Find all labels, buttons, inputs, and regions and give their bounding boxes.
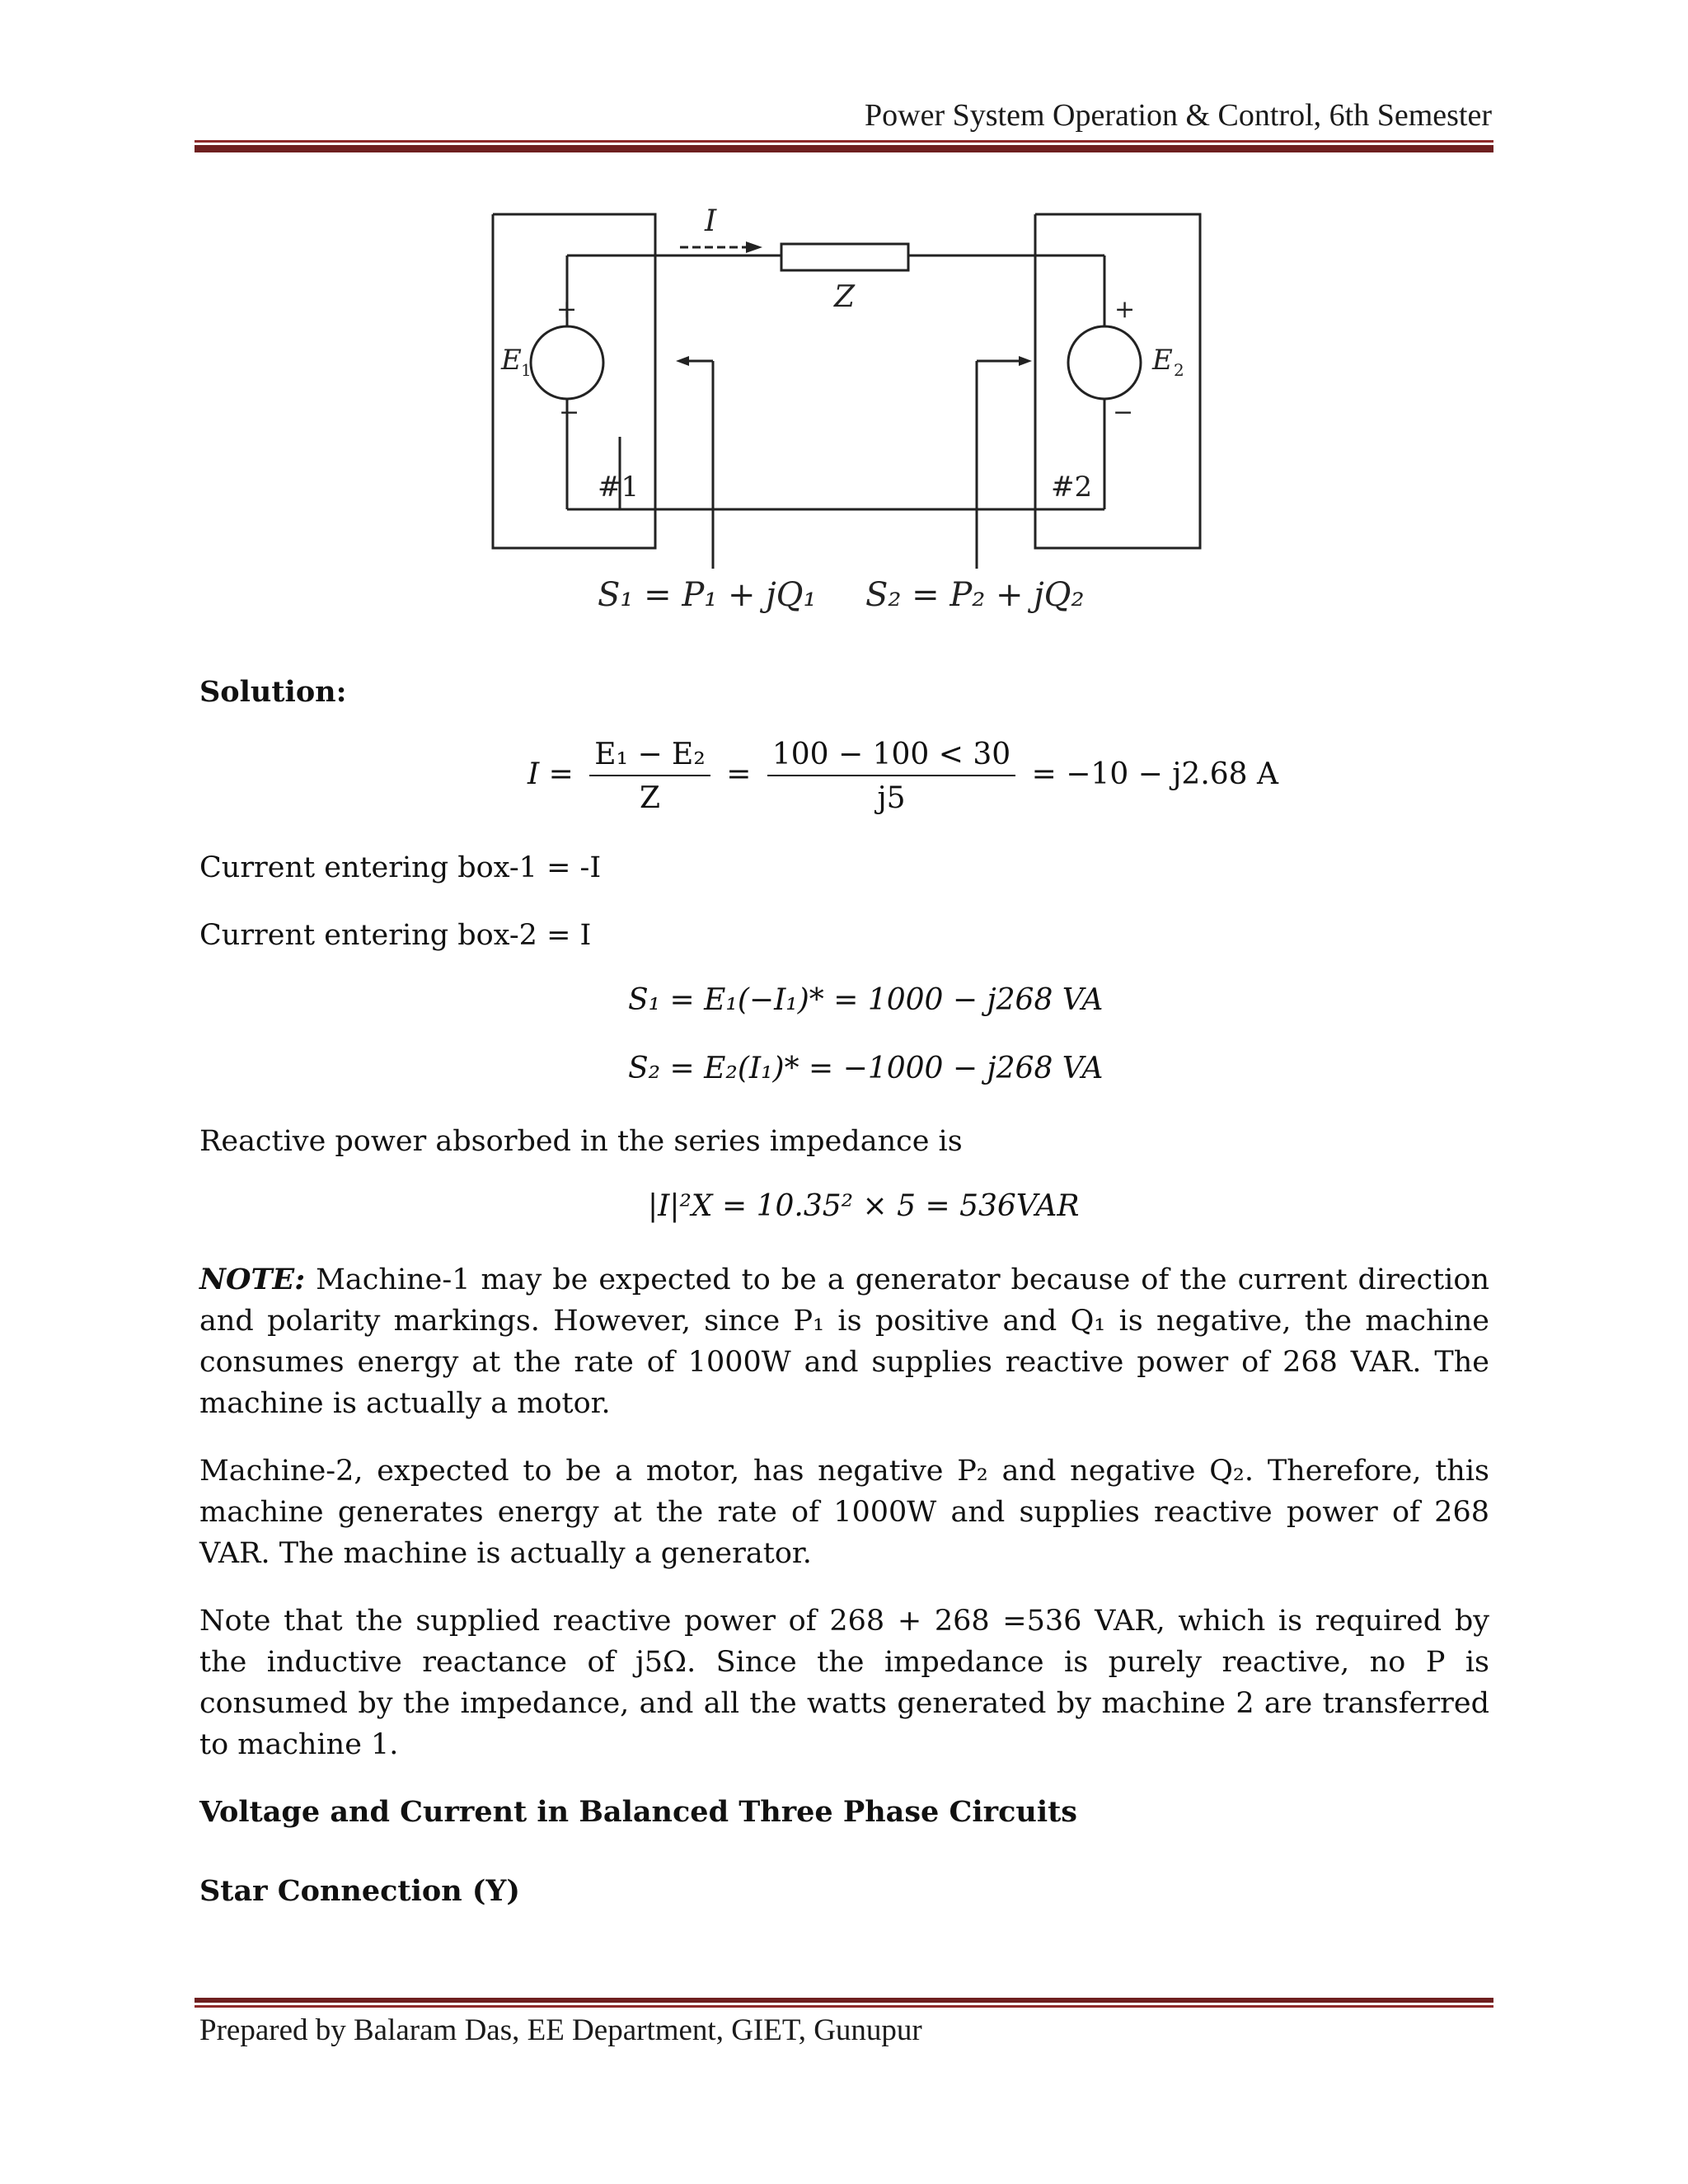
current-eq-frac1 bbox=[589, 738, 710, 815]
header-rule-bottom bbox=[195, 145, 1493, 152]
source2-plus: + bbox=[1114, 295, 1136, 324]
s1-caption: S₁ = P₁ + jQ₁ bbox=[598, 576, 817, 614]
current-eq-lhs: I bbox=[528, 757, 540, 791]
current-arrowhead bbox=[746, 241, 762, 253]
current-label: I bbox=[705, 204, 717, 238]
supplied-paragraph: Note that the supplied reactive power of 268 + 268 =536 VAR, which is required by the inductive reactance of j5Ω. Since the impedance is purely reactive, no P is consumed by the impedance, and all the watts generated by machine 2 are transferred to machine 1. bbox=[199, 1605, 1489, 1761]
machine2-paragraph: Machine-2, expected to be a motor, has negative P₂ and negative Q₂. Therefore, this machine generates energy at the rate of 1000W and supplies reactive power of 268 VAR. The machine is actually a generator. bbox=[199, 1455, 1489, 1570]
current-eq-frac2 bbox=[767, 738, 1015, 815]
section-heading: Voltage and Current in Balanced Three Phase Circuits bbox=[199, 1795, 1078, 1829]
frac2-numerator: 100 − 100 < 30 bbox=[767, 738, 1015, 776]
box2-label: #2 bbox=[1051, 471, 1093, 504]
impedance-label: Z bbox=[834, 280, 856, 314]
source2-minus: − bbox=[1113, 398, 1134, 427]
source1-sub: 1 bbox=[521, 360, 532, 380]
impedance-z bbox=[781, 244, 908, 270]
box2-current-line: Current entering box-2 = I bbox=[199, 919, 592, 952]
s2-caption: S₂ = P₂ + jQ₂ bbox=[865, 576, 1085, 614]
header-title: Power System Operation & Control, 6th Semester bbox=[865, 98, 1492, 133]
frac2-denominator: j5 bbox=[877, 781, 906, 815]
source-e1 bbox=[531, 326, 603, 399]
s1-equation: S₁ = E₁(−I₁)* = 1000 − j268 VA bbox=[628, 983, 1104, 1017]
solution-heading: Solution: bbox=[199, 675, 347, 709]
note-text: Machine-1 may be expected to be a generator because of the current direction and polarity markings. However, since P₁ is positive and Q₁ is negative, the machine consumes energy at the rate of 1000W and supplies reactive power of 268 VAR. The machine is actually a motor. bbox=[199, 1263, 1489, 1420]
source-e2 bbox=[1068, 326, 1141, 399]
s1-arrowhead bbox=[676, 356, 689, 366]
current-equation: I = $\frac{\text{E₁ − E₂}}{Z}$ = $\frac{100 - 100 < 30}{j5}$ = −10 − j2.68 A bbox=[528, 738, 1279, 815]
source2-sub: 2 bbox=[1174, 360, 1184, 380]
s2-arrowhead bbox=[1019, 356, 1032, 366]
frac1-numerator: E₁ − E₂ bbox=[589, 738, 710, 776]
footer-text: Prepared by Balaram Das, EE Department, GIET, Gunupur bbox=[199, 2013, 922, 2047]
footer-rule-bottom bbox=[195, 2005, 1493, 2008]
subsection-heading: Star Connection (Y) bbox=[199, 1874, 520, 1908]
header-rule-top bbox=[195, 140, 1493, 143]
footer-rule-top bbox=[195, 1998, 1493, 2003]
box1-current-line: Current entering box-1 = -I bbox=[199, 851, 602, 884]
s2-equation: S₂ = E₂(I₁)* = −1000 − j268 VA bbox=[628, 1052, 1104, 1085]
frac1-denominator: Z bbox=[640, 781, 661, 815]
circuit-diagram bbox=[478, 198, 1220, 643]
current-eq-result: = −10 − j2.68 A bbox=[1031, 757, 1279, 791]
source1-plus: + bbox=[556, 295, 578, 324]
reactive-equation: |I|²X = 10.35² × 5 = 536VAR bbox=[648, 1189, 1080, 1223]
source2-label: E bbox=[1152, 344, 1173, 377]
source1-minus: − bbox=[559, 398, 580, 427]
note-label: NOTE: bbox=[199, 1263, 306, 1296]
box1-label: #1 bbox=[598, 471, 640, 504]
source1-label: E bbox=[501, 344, 522, 377]
reactive-intro: Reactive power absorbed in the series impedance is bbox=[199, 1125, 963, 1158]
note-paragraph bbox=[199, 1259, 1489, 1424]
